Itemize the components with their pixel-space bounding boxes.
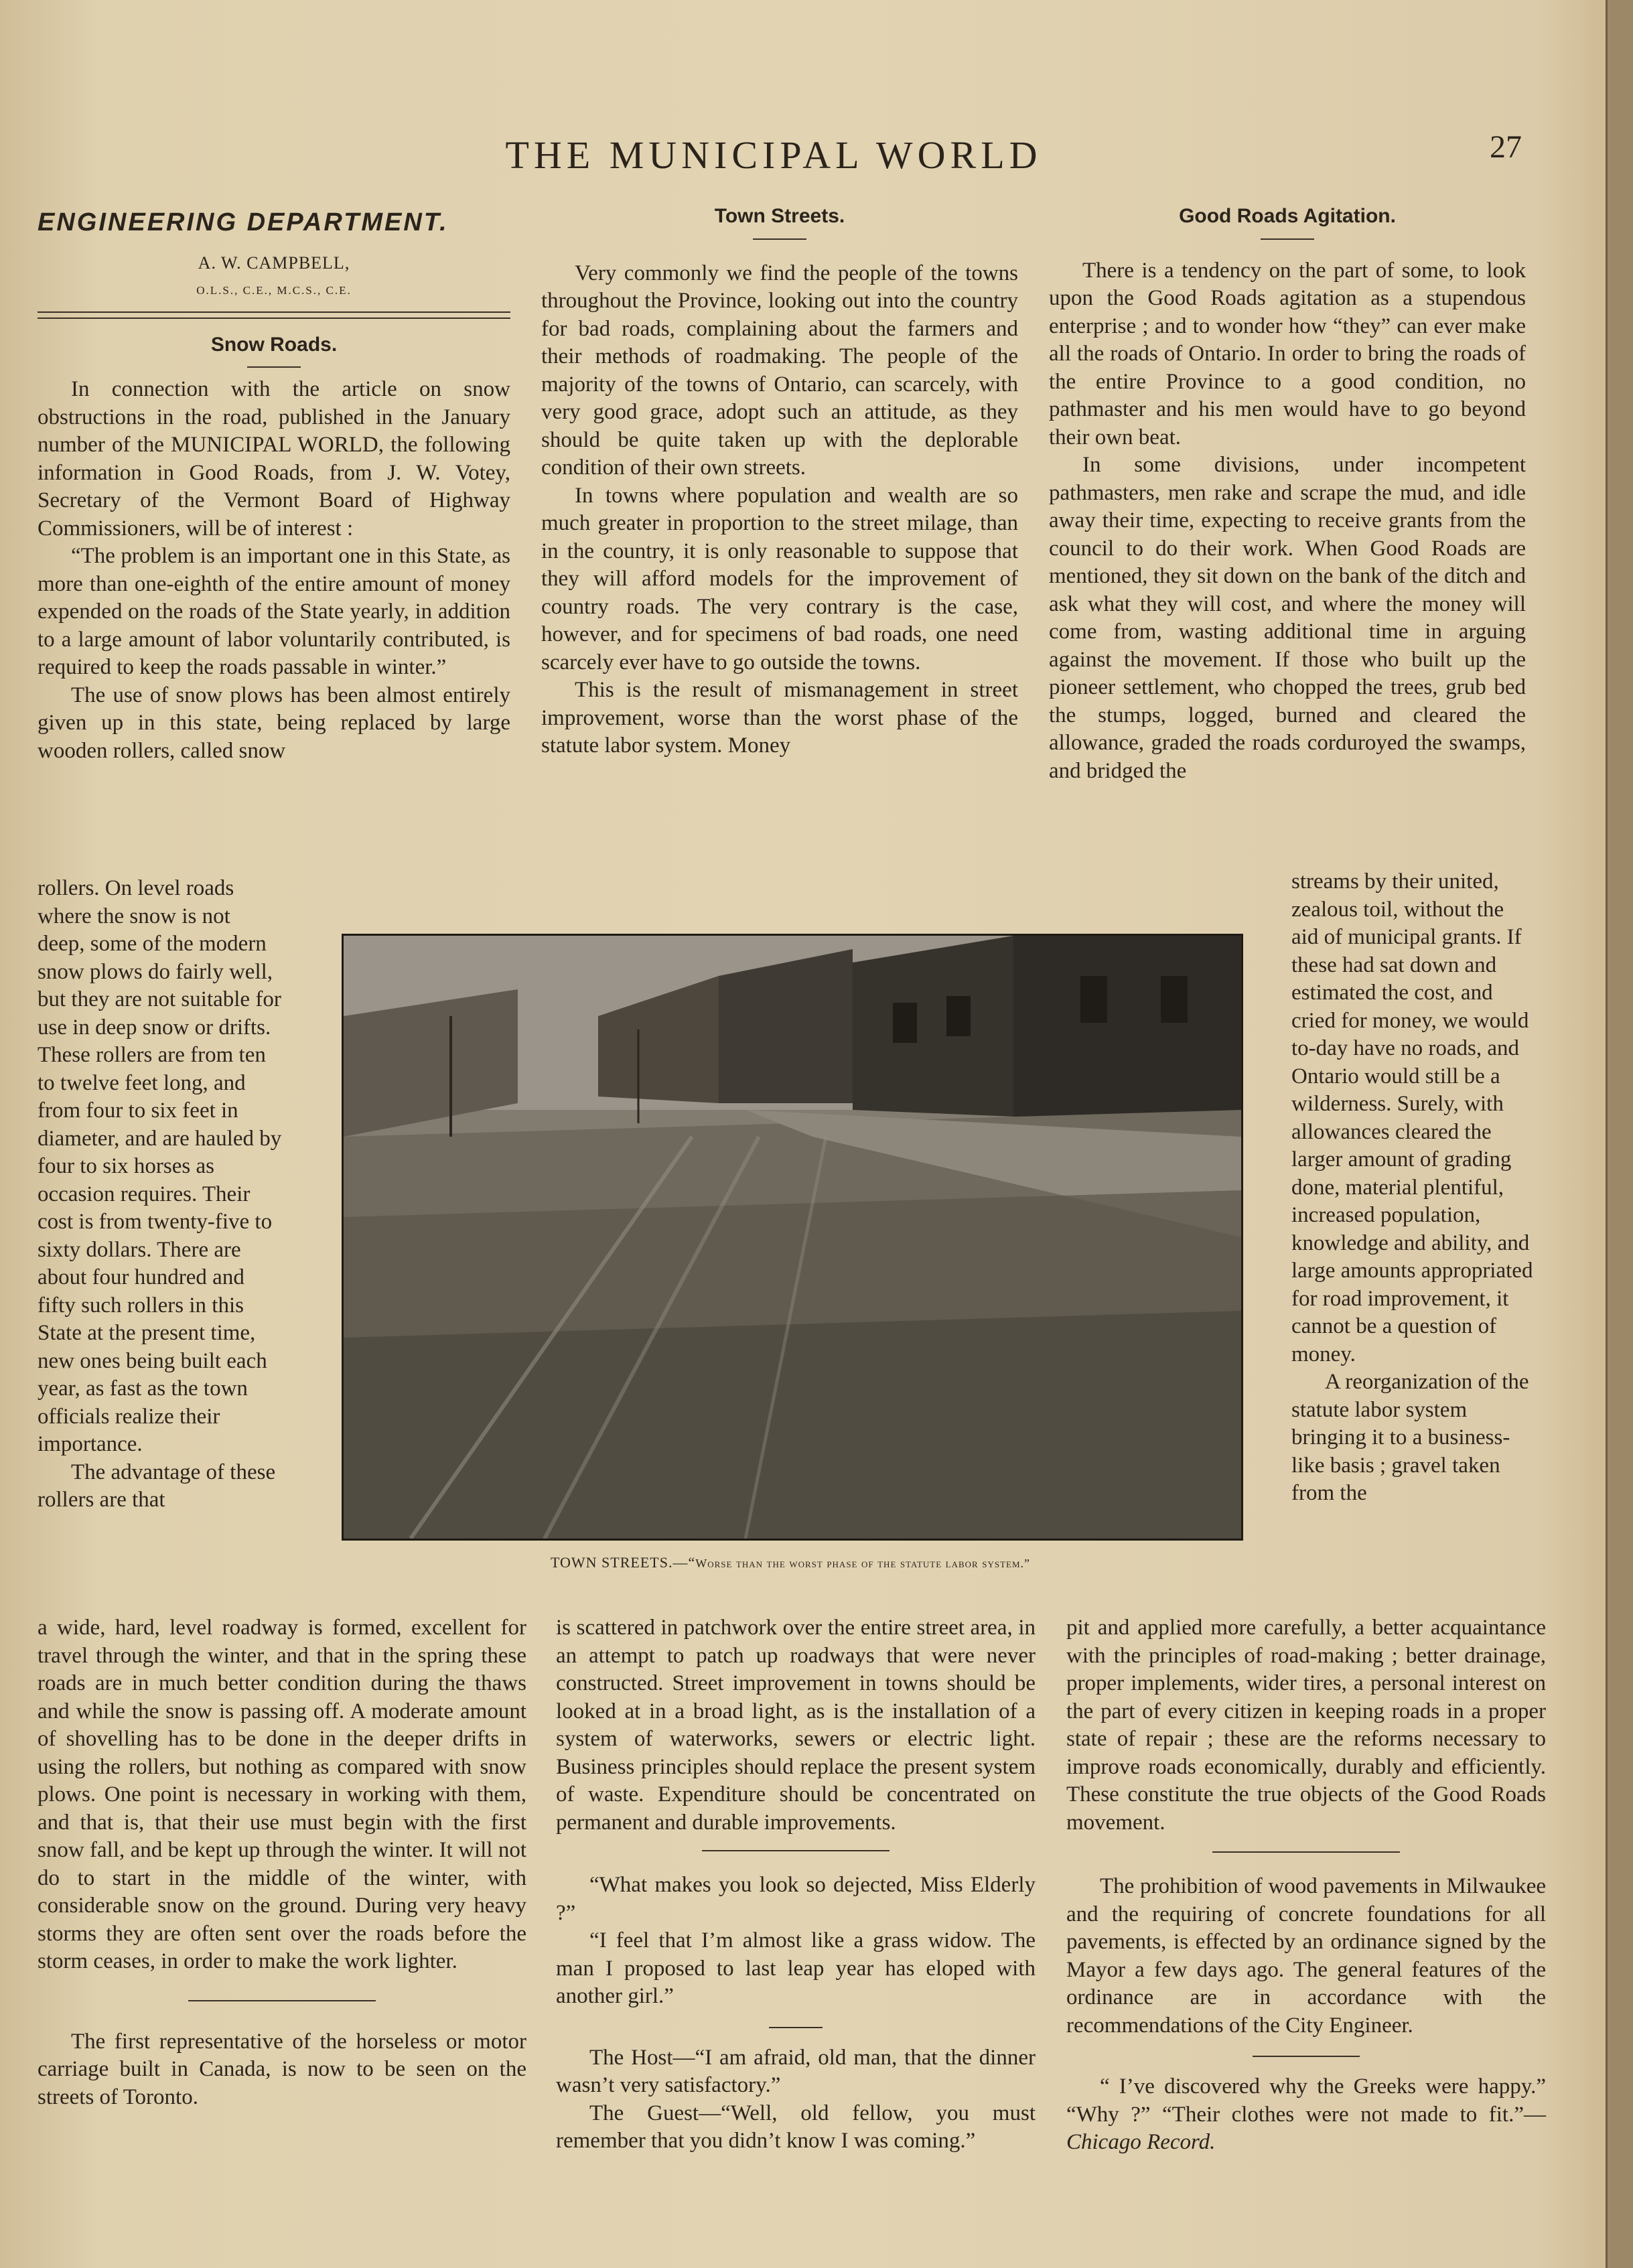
snow-roads-paragraph: rollers. On level roads where the snow is not deep, some of the modern snow plows do fairly well, but they are not suitable for use in deep snow or drifts. These rollers are from ten to twelve feet long, and from four to six feet in diameter, and are hauled by four to six horses as occasion requires. Their cost is from twenty-five to sixty dollars. There are about four hundred and fifty such rollers in this State at the present time, new ones being built each year, as fast as the town officials realize their importance. xyxy=(38,876,282,1456)
town-streets-paragraph: In towns where population and wealth are so much greater in proportion to the street milage, than in the country, it is only reasonable to suppose that they will afford models for the improvement of country roads. The very contrary is the case, however, and for specimens of bad roads, one need scarcely ever have to go outside the towns. xyxy=(541,483,1018,675)
section-rule xyxy=(702,1850,890,1851)
good-roads-heading: Good Roads Agitation. xyxy=(1179,205,1396,227)
column-left-top xyxy=(38,209,510,765)
page-edge xyxy=(1606,0,1633,2268)
joke-paragraph: “What makes you look so dejected, Miss Elderly ?” xyxy=(556,1873,1036,1925)
heading-rule xyxy=(1261,238,1314,240)
greeks-source: Chicago Record. xyxy=(1066,2130,1216,2154)
column-right-top xyxy=(1049,202,1526,785)
caption-lead: TOWN STREETS.—“ xyxy=(550,1554,696,1571)
column-left-narrow xyxy=(38,875,283,1514)
town-streets-paragraph: Very commonly we find the people of the towns throughout the Province, looking out into the country for bad roads, complaining about the farmers and their methods of roadmaking. The people of the majority of the towns of Ontario, can scarcely, with very good grace, adopt such an attitude, as they should be quite taken up with the deplorable condition of their own streets. xyxy=(541,261,1018,480)
snow-roads-heading: Snow Roads. xyxy=(210,333,338,356)
section-rule xyxy=(1212,1851,1400,1853)
joke-paragraph: “I feel that I’m almost like a grass widow. The man I proposed to last leap year has eloped with another girl.” xyxy=(556,1928,1036,2008)
section-rule xyxy=(188,2000,376,2001)
good-roads-paragraph: There is a tendency on the part of some, to look upon the Good Roads agitation as a stupendous enterprise ; and to wonder how “they” can ever make all the roads of Ontario. In order to bring the roads of the entire Province to a good condition, no pathmaster and his men would have to go beyond their own beat. xyxy=(1049,258,1526,449)
item-rule xyxy=(1253,2056,1360,2057)
joke-paragraph: The Guest—“Well, old fellow, you must remember that you didn’t know I was coming.” xyxy=(556,2101,1036,2153)
town-streets-paragraph: This is the result of mismanagement in street improvement, worse than the worst phase of the statute labor system. Money xyxy=(541,678,1018,758)
good-roads-paragraph: pit and applied more carefully, a better acquaintance with the principles of road-making ; better drainage, proper implements, wider tires, a personal interest on the part of every citizen in keeping roads in a proper state of repair ; these are the reforms necessary to improve roads economically, durably and efficiently. These constitute the true objects of the Good Roads movement. xyxy=(1066,1616,1546,1835)
column-middle-bottom xyxy=(556,1614,1036,2155)
double-rule xyxy=(38,311,510,319)
snow-roads-paragraph: “The problem is an important one in this State, as more than one-eighth of the entire amount of money expended on the roads of the State yearly, in addition to a large amount of labor voluntarily contributed, is required to keep the roads passable in winter.” xyxy=(38,544,510,679)
greeks-paragraph xyxy=(1066,2073,1546,2157)
page-number: 27 xyxy=(1490,129,1522,165)
snow-roads-paragraph: In connection with the article on snow obstructions in the road, published in the January number of the MUNICIPAL WORLD, the following information in Good Roads, from J. W. Votey, Secretary of the Vermont Board of Highway Commissioners, will be of interest : xyxy=(38,377,510,541)
joke-rule xyxy=(769,2027,823,2028)
street-scene-image xyxy=(344,936,1241,1539)
greeks-quote: “ I’ve discovered why the Greeks were happy.” “Why ?” “Their clothes were not made to fit.”— xyxy=(1066,2074,1546,2127)
joke-paragraph: The Host—“I am afraid, old man, that the dinner wasn’t very satisfactory.” xyxy=(556,2045,1036,2097)
heading-rule xyxy=(247,366,301,368)
snow-roads-paragraph: a wide, hard, level roadway is formed, excellent for travel through the winter, and that in the spring these roads are in much better condition during the thaws and while the snow is passing off. A moderate amount of shovelling has to be done in the deeper drifts in using the rollers, but nothing as compared with snow plows. One point is necessary in working with them, and that is, that their use must begin with the first snow fall, and be kept up through the winter. It will not do to start in the middle of the winter, with considerable snow on the ground. During very heavy storms they are often sent over the roads before the storm ceases, in order to make the work lighter. xyxy=(38,1616,526,1973)
author-credentials: O.L.S., C.E., M.C.S., C.E. xyxy=(196,284,352,297)
good-roads-paragraph: In some divisions, under incompetent pathmasters, men rake and scrape the mud, and idle away their time, expecting to receive grants from the council to do their work. When Good Roads are mentioned, they sit down on the bank of the ditch and ask what they will cost, and where the money will come from, wasting additional time in arguing against the movement. If those who built up the pioneer settlement, who chopped the trees, grub bed the stumps, logged, burned and cleared the allowance, graded the roads corduroyed the swamps, and bridged the xyxy=(1049,453,1526,783)
author-name: A. W. CAMPBELL, xyxy=(198,253,350,273)
heading-rule xyxy=(753,238,806,240)
department-heading: ENGINEERING DEPARTMENT. xyxy=(38,208,449,236)
horseless-paragraph: The first representative of the horseless or motor carriage built in Canada, is now to be seen on the streets of Toronto. xyxy=(38,2029,526,2109)
town-streets-paragraph: is scattered in patchwork over the entire street area, in an attempt to patch up roadways that were never constructed. Street improvement in towns should be looked at in a broad light, as is the installation of a system of waterworks, sewers or electric light. Business principles should replace the present system of waste. Expenditure should be concentrated on permanent and durable improvements. xyxy=(556,1616,1036,1835)
milwaukee-paragraph: The prohibition of wood pavements in Milwaukee and the requiring of concrete foundations for all pavements, is effected by an ordinance signed by the Mayor a few days ago. The general features of the ordinance are in accordance with the recommendations of the City Engineer. xyxy=(1066,1874,1546,2038)
snow-roads-paragraph: The advantage of these rollers are that xyxy=(38,1460,276,1512)
photo-caption xyxy=(348,1554,1232,1571)
column-right-bottom xyxy=(1066,1614,1546,2157)
snow-roads-paragraph: The use of snow plows has been almost entirely given up in this state, being replaced by large wooden rollers, called snow xyxy=(38,683,510,763)
good-roads-paragraph: streams by their united, zealous toil, without the aid of municipal grants. If these had sat down and estimated the cost, and cried for money, we would to-day have no roads, and Ontario would still be a wilderness. Surely, with allowances cleared the larger amount of grading done, material plentiful, increased population, knowledge and ability, and large amounts appropriated for road improvement, it cannot be a question of money. xyxy=(1291,869,1533,1366)
column-left-bottom xyxy=(38,1614,526,2111)
town-streets-heading: Town Streets. xyxy=(714,205,845,227)
caption-text: Worse than the worst phase of the statute labor system.” xyxy=(695,1557,1031,1570)
good-roads-paragraph: A reorganization of the statute labor system bringing it to a business-like basis ; gravel taken from the xyxy=(1291,1370,1529,1505)
town-street-photograph xyxy=(342,934,1243,1541)
masthead-title: THE MUNICIPAL WORLD xyxy=(505,133,1042,177)
column-middle-top xyxy=(541,202,1018,760)
column-right-narrow xyxy=(1291,868,1535,1508)
